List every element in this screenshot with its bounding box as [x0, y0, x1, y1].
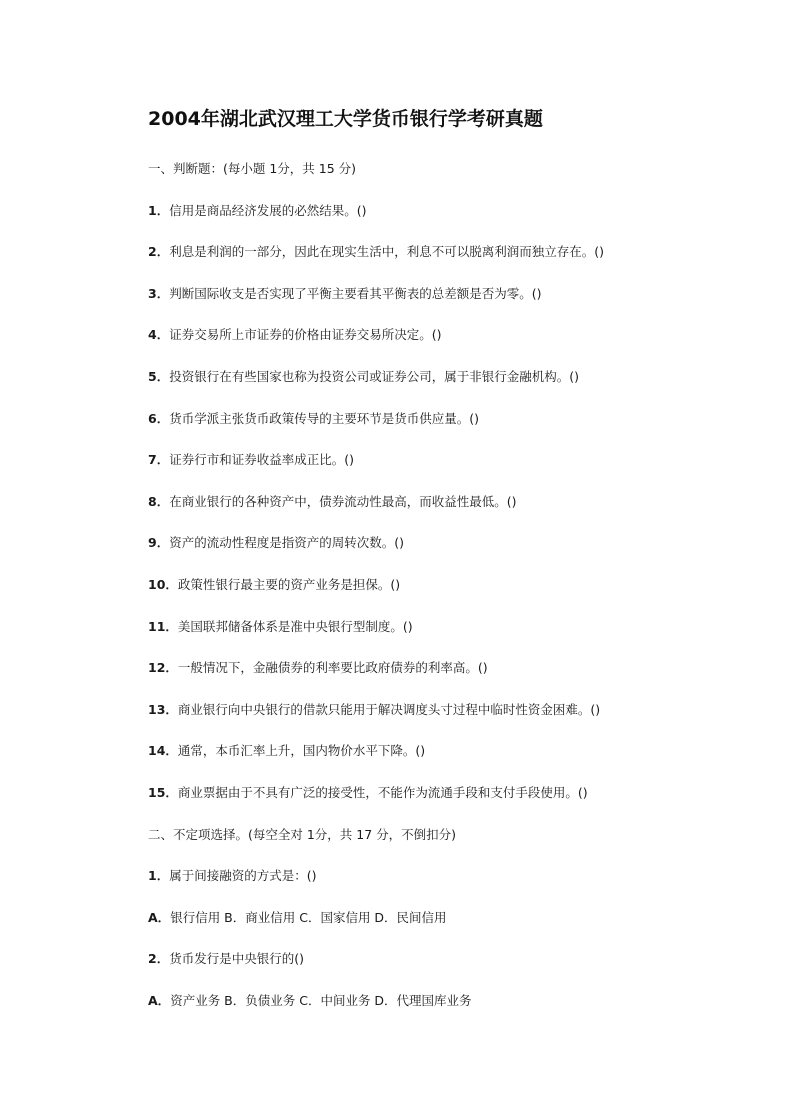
section-heading-judgment: 一、判断题：(每小题 1分，共 15 分)	[148, 161, 357, 176]
question-number: 5．	[148, 368, 170, 384]
question-number: 1．	[148, 202, 170, 218]
question-text: 货币学派主张货币政策传导的主要环节是货币供应量。()	[169, 410, 479, 426]
option-label: A．	[148, 992, 171, 1008]
question-item	[148, 782, 768, 824]
question-text: 一般情况下，金融债券的利率要比政府债券的利率高。()	[177, 660, 488, 676]
question-number: 7．	[148, 452, 170, 468]
question-item	[148, 283, 768, 325]
question-item	[148, 200, 768, 242]
question-text: 投资银行在有些国家也称为投资公司或证券公司，属于非银行金融机构。()	[169, 368, 579, 384]
question-number: 6．	[148, 410, 170, 426]
question-number: 11．	[148, 618, 178, 634]
page-title: 2004年湖北武汉理工大学货币银行学考研真题	[148, 108, 543, 130]
question-number: 2．	[148, 951, 170, 967]
answer-options	[148, 990, 768, 1032]
answer-options	[148, 907, 768, 949]
question-text: 在商业银行的各种资产中，债券流动性最高，而收益性最低。()	[169, 493, 517, 509]
question-number: 10．	[148, 576, 178, 592]
question-item	[148, 366, 768, 408]
question-text: 利息是利润的一部分，因此在现实生活中，利息不可以脱离利润而独立存在。()	[169, 244, 604, 260]
question-item	[148, 491, 768, 533]
question-number: 9．	[148, 535, 170, 551]
question-item	[148, 574, 768, 616]
question-item	[148, 449, 768, 491]
question-text: 货币发行是中央银行的()	[169, 951, 304, 967]
question-number: 8．	[148, 493, 170, 509]
question-item	[148, 532, 768, 574]
question-text: 资产的流动性程度是指资产的周转次数。()	[169, 535, 404, 551]
options-text: 银行信用 B．商业信用 C．国家信用 D．民间信用	[170, 909, 447, 925]
question-item	[148, 865, 768, 907]
question-number: 13．	[148, 701, 178, 717]
question-item	[148, 616, 768, 658]
question-number: 15．	[148, 784, 178, 800]
question-item	[148, 408, 768, 450]
question-text: 判断国际收支是否实现了平衡主要看其平衡表的总差额是否为零。()	[169, 285, 542, 301]
options-text: 资产业务 B．负债业务 C．中间业务 D．代理国库业务	[170, 992, 472, 1008]
question-item	[148, 324, 768, 366]
question-text: 通常，本币汇率上升，国内物价水平下降。()	[177, 743, 426, 759]
question-number: 2．	[148, 244, 170, 260]
question-text: 证券行市和证券收益率成正比。()	[169, 452, 354, 468]
question-number: 12．	[148, 660, 178, 676]
question-text: 商业票据由于不具有广泛的接受性，不能作为流通手段和支付手段使用。()	[177, 784, 588, 800]
question-number: 14．	[148, 743, 178, 759]
section-heading-choice: 二、不定项选择。(每空全对 1分，共 17 分，不倒扣分)	[148, 826, 457, 842]
question-text: 美国联邦储备体系是准中央银行型制度。()	[177, 618, 413, 634]
question-text: 商业银行向中央银行的借款只能用于解决调度头寸过程中临时性资金困难。()	[177, 701, 601, 717]
document-body	[148, 158, 768, 1031]
option-label: A．	[148, 909, 171, 925]
question-item	[148, 948, 768, 990]
question-item	[148, 699, 768, 741]
question-text: 信用是商品经济发展的必然结果。()	[169, 202, 367, 218]
question-text: 政策性银行最主要的资产业务是担保。()	[177, 576, 401, 592]
question-item	[148, 657, 768, 699]
question-text: 证券交易所上市证券的价格由证券交易所决定。()	[169, 327, 442, 343]
question-item	[148, 241, 768, 283]
question-item	[148, 740, 768, 782]
question-number: 4．	[148, 327, 170, 343]
question-number: 1．	[148, 868, 170, 884]
question-number: 3．	[148, 285, 170, 301]
question-text: 属于间接融资的方式是：()	[169, 868, 317, 884]
